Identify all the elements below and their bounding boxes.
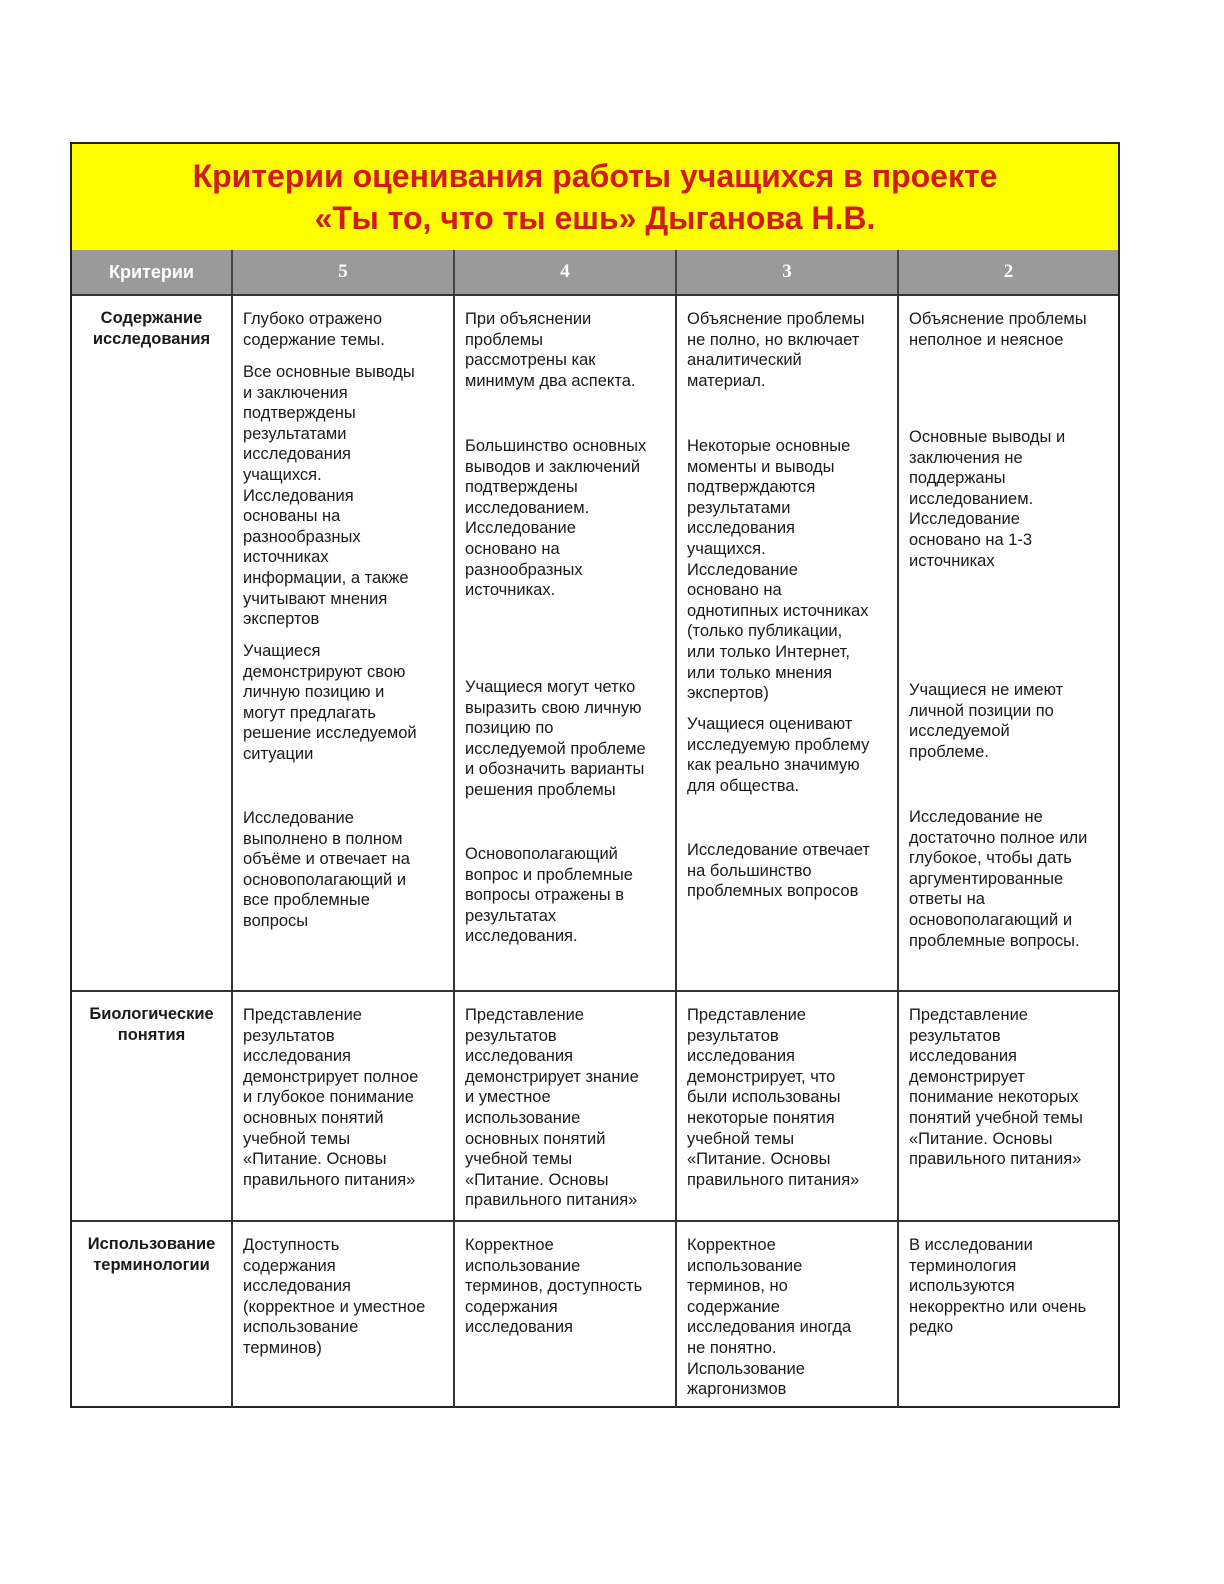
criterion-label: Использование терминологии	[87, 1235, 216, 1274]
cell-paragraph: Представление результатов исследования демонстрирует понимание некоторых понятий учебной темы «Питание. Основы правильного питания»	[909, 1006, 1083, 1169]
table-row-terminology	[72, 1222, 1118, 1408]
cell-paragraph: Корректное использование терминов, доступность содержания исследования	[465, 1236, 643, 1337]
score-5-cell	[233, 1222, 455, 1408]
cell-paragraph: Учащиеся оценивают исследуемую проблему как реально значимую для общества.	[687, 715, 870, 795]
criterion-label: Биологические понятия	[89, 1005, 214, 1044]
cell-paragraph: Представление результатов исследования демонстрирует полное и глубокое понимание основных понятий учебной темы «Питание. Основы правильного питания»	[243, 1006, 419, 1189]
criteria-table	[70, 142, 1120, 1408]
cell-paragraph: Основополагающий вопрос и проблемные вопросы отражены в результатах исследования.	[465, 845, 633, 946]
header-criteria: Критерии	[72, 250, 233, 294]
cell-paragraph: Все основные выводы и заключения подтверждены результатами исследования учащихся. Исследования основаны на разнообразных источниках информации, а также учитывают мнения экспертов	[243, 363, 415, 629]
score-2-cell	[899, 1222, 1118, 1408]
cell-paragraph: Учащиеся могут четко выразить свою личную позицию по исследуемой проблеме и обозначить варианты решения проблемы	[465, 678, 646, 799]
score-5-cell	[233, 296, 455, 990]
cell-paragraph: Глубоко отражено содержание темы.	[243, 310, 385, 349]
score-4-cell	[455, 296, 677, 990]
score-4-cell	[455, 992, 677, 1220]
criterion-label: Содержание исследования	[92, 309, 211, 348]
cell-paragraph: В исследовании терминология используются некорректно или очень редко	[909, 1236, 1087, 1337]
cell-paragraph: Исследование выполнено в полном объёме и отвечает на основополагающий и все проблемные вопросы	[243, 809, 410, 930]
cell-paragraph: Объяснение проблемы неполное и неясное	[909, 310, 1087, 349]
cell-paragraph: Основные выводы и заключения не поддержаны исследованием. Исследование основано на 1-3 источниках	[909, 428, 1066, 570]
title-line-1: Критерии оценивания работы учащихся в проекте	[192, 158, 998, 194]
score-3-cell	[677, 296, 899, 990]
header-score-5: 5	[233, 250, 455, 294]
cell-paragraph: При объяснении проблемы рассмотрены как минимум два аспекта.	[465, 310, 636, 390]
score-4-cell	[455, 1222, 677, 1408]
header-score-2: 2	[1003, 261, 1014, 282]
table-row-content	[72, 296, 1118, 992]
cell-paragraph: Учащиеся демонстрируют свою личную позицию и могут предлагать решение исследуемой ситуации	[243, 642, 417, 763]
header-score-4: 4	[455, 250, 677, 294]
table-header-row	[72, 250, 1118, 296]
score-5-cell	[233, 992, 455, 1220]
cell-paragraph: Учащиеся не имеют личной позиции по исследуемой проблеме.	[909, 681, 1064, 761]
score-3-cell	[677, 992, 899, 1220]
cell-paragraph: Представление результатов исследования демонстрирует, что были использованы некоторые понятия учебной темы «Питание. Основы правильного питания»	[687, 1006, 860, 1189]
header-score-3: 3	[677, 250, 899, 294]
cell-paragraph: Доступность содержания исследования (корректное и уместное использование терминов)	[243, 1236, 426, 1357]
table-row-bio	[72, 992, 1118, 1222]
cell-paragraph: Представление результатов исследования демонстрирует знание и уместное использование основных понятий учебной темы «Питание. Основы правильного питания»	[465, 1006, 639, 1210]
score-2-cell	[899, 296, 1118, 990]
score-3-cell	[677, 1222, 899, 1408]
cell-paragraph: Исследование отвечает на большинство проблемных вопросов	[687, 841, 870, 901]
score-2-cell	[899, 992, 1118, 1220]
cell-paragraph: Большинство основных выводов и заключений подтверждены исследованием. Исследование основано на разнообразных источниках.	[465, 437, 647, 600]
cell-paragraph: Исследование не достаточно полное или глубокое, чтобы дать аргументированные ответы на основополагающий и проблемные вопросы.	[909, 808, 1088, 950]
cell-paragraph: Некоторые основные моменты и выводы подтверждаются результатами исследования учащихся. Исследование основано на однотипных источниках (только публикации, или только Интернет, или только мнения экспертов)	[687, 437, 869, 703]
criterion-cell	[72, 992, 233, 1220]
criterion-cell	[72, 296, 233, 990]
cell-paragraph: Корректное использование терминов, но содержание исследования иногда не понятно. Использование жаргонизмов	[687, 1236, 852, 1399]
title-line-2: «Ты то, что ты ешь» Дыганова Н.В.	[314, 200, 876, 236]
cell-paragraph: Объяснение проблемы не полно, но включает аналитический материал.	[687, 310, 865, 390]
title-band	[72, 144, 1118, 251]
criterion-cell	[72, 1222, 233, 1408]
